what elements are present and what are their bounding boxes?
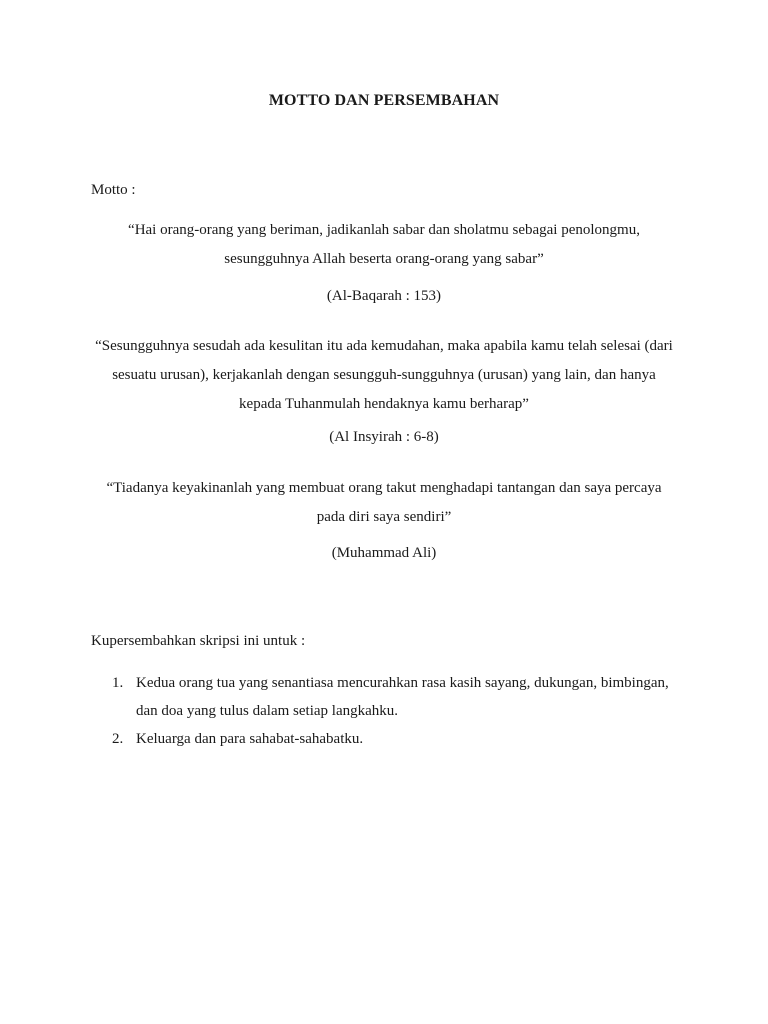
list-item-number: 2. bbox=[112, 731, 124, 747]
quote-2 bbox=[84, 332, 684, 419]
quote-2-line-2: sesuatu urusan), kerjakanlah dengan sesungguh-sungguhnya (urusan) yang lain, dan hanya bbox=[112, 367, 656, 383]
motto-label: Motto : bbox=[91, 182, 136, 198]
quote-3-source: (Muhammad Ali) bbox=[331, 545, 437, 561]
quote-2-source: (Al Insyirah : 6-8) bbox=[329, 429, 439, 445]
quote-1-line-2: sesungguhnya Allah beserta orang-orang yang sabar” bbox=[224, 251, 544, 267]
quote-2-line-1: “Sesungguhnya sesudah ada kesulitan itu ada kemudahan, maka apabila kamu telah selesai (dari bbox=[95, 338, 673, 354]
quote-2-line-3: kepada Tuhanmulah hendaknya kamu berharap” bbox=[239, 396, 529, 412]
list-item-line: dan doa yang tulus dalam setiap langkahku. bbox=[136, 703, 399, 719]
dedication-list bbox=[112, 669, 702, 753]
list-item-number: 1. bbox=[112, 675, 124, 691]
list-item bbox=[112, 669, 702, 725]
list-item-line: Keluarga dan para sahabat-sahabatku. bbox=[136, 731, 364, 747]
quote-3 bbox=[84, 474, 684, 532]
list-item-text bbox=[136, 725, 702, 753]
quote-1 bbox=[84, 216, 684, 274]
quote-1-source: (Al-Baqarah : 153) bbox=[326, 288, 442, 304]
dedication-label: Kupersembahkan skripsi ini untuk : bbox=[91, 633, 306, 649]
quote-1-line-1: “Hai orang-orang yang beriman, jadikanlah sabar dan sholatmu sebagai penolongmu, bbox=[128, 222, 640, 238]
quote-3-line-1: “Tiadanya keyakinanlah yang membuat orang takut menghadapi tantangan dan saya percaya bbox=[106, 480, 662, 496]
quote-3-line-2: pada diri saya sendiri” bbox=[316, 509, 452, 525]
page-title: MOTTO DAN PERSEMBAHAN bbox=[268, 92, 500, 109]
list-item bbox=[112, 725, 702, 753]
list-item-text bbox=[136, 669, 702, 725]
list-item-line: Kedua orang tua yang senantiasa mencurahkan rasa kasih sayang, dukungan, bimbingan, bbox=[136, 675, 669, 691]
